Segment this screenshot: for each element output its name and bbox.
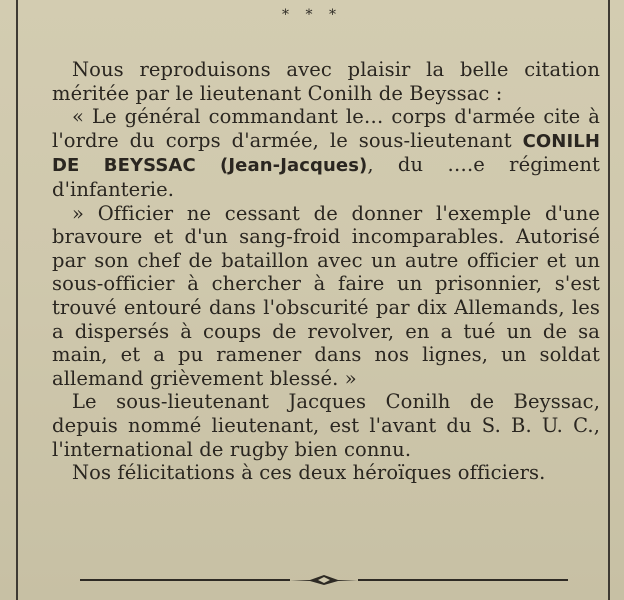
officer-name: CONILH DE BEYSSAC (Jean-Jacques)	[52, 130, 600, 177]
diamond-ornament-icon	[290, 574, 358, 586]
citation-text-end: , du ….e régiment d'infanterie.	[52, 153, 600, 201]
paragraph-deeds: » Officier ne cessant de donner l'exemple d'une bravoure et d'un sang-froid incomparables. Autorisé par son chef de bataillon avec un autre officier et un sous-officier à chercher à faire un prisonnier, s'est trouvé entouré dans l'obscurité par dix Allemands, les a dispersés à coups de revolver, en a tué un de sa main, et a pu ramener dans nos lignes, un soldat allemand grièvement blessé. »	[52, 201, 600, 390]
paragraph-citation	[52, 105, 600, 201]
rule-line-left	[80, 579, 290, 581]
asterism-ornament: * * *	[282, 7, 342, 23]
paragraph-intro: Nous reproduisons avec plaisir la belle citation méritée par le lieutenant Conilh de Beyssac :	[52, 58, 600, 105]
left-column-rule	[16, 0, 18, 600]
paragraph-congratulations: Nos félicitations à ces deux héroïques officiers.	[72, 461, 546, 485]
end-of-article-rule	[80, 574, 568, 586]
rule-line-right	[358, 579, 568, 581]
paragraph-biography: Le sous-lieutenant Jacques Conilh de Beyssac, depuis nommé lieutenant, est l'avant du S. B. U. C., l'international de rugby bien connu.	[52, 390, 600, 461]
citation-text-start: « Le général commandant le… corps d'armée cite à l'ordre du corps d'armée, le sous-lieutenant	[52, 105, 600, 152]
article-body	[52, 58, 600, 485]
right-column-rule	[608, 0, 610, 600]
